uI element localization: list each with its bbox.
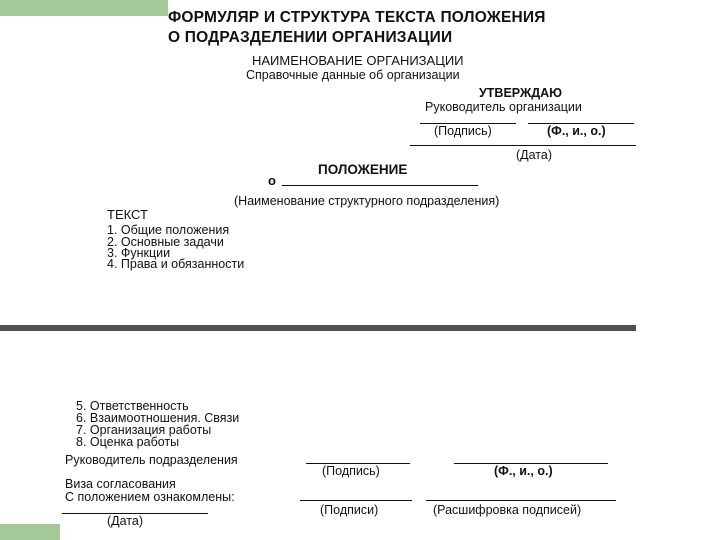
acquainted-decoding-caption: (Расшифровка подписей) <box>433 503 582 517</box>
unit-head-label: Руководитель подразделения <box>65 453 238 467</box>
acquainted-signatures-line <box>300 500 412 501</box>
approval-visa: Виза согласования <box>65 477 176 491</box>
slide-accent-bottom <box>0 524 60 540</box>
approve-label: УТВЕРЖДАЮ <box>479 86 563 100</box>
section-item: 3. Функции <box>107 246 171 260</box>
section-item: 7. Организация работы <box>76 423 212 437</box>
unit-name-line <box>282 185 478 186</box>
unit-caption: (Наименование структурного подразделения) <box>234 194 500 208</box>
org-name: НАИМЕНОВАНИЕ ОРГАНИЗАЦИИ <box>252 53 464 68</box>
acquainted-label: С положением ознакомлены: <box>65 490 235 504</box>
approve-name-caption: (Ф., и., о.) <box>547 124 606 138</box>
unit-head-signature-caption: (Подпись) <box>322 464 380 478</box>
section-item: 4. Права и обязанности <box>107 257 245 271</box>
section-divider <box>0 325 636 331</box>
approve-date-caption: (Дата) <box>516 148 553 162</box>
acquainted-signatures-caption: (Подписи) <box>320 503 379 517</box>
section-item: 6. Взаимоотношения. Связи <box>76 411 240 425</box>
doc-type: ПОЛОЖЕНИЕ <box>318 162 408 177</box>
approve-position: Руководитель организации <box>425 100 582 114</box>
text-heading: ТЕКСТ <box>107 207 148 222</box>
section-item: 1. Общие положения <box>107 223 230 237</box>
section-item: 8. Оценка работы <box>76 435 180 449</box>
section-item: 2. Основные задачи <box>107 235 224 249</box>
slide-accent-top <box>0 0 168 16</box>
section-item: 5. Ответственность <box>76 399 189 413</box>
about-prefix: о <box>268 173 276 188</box>
approve-date-line <box>410 145 636 146</box>
page-title-line2: О ПОДРАЗДЕЛЕНИИ ОРГАНИЗАЦИИ <box>168 29 453 46</box>
acquainted-decoding-line <box>426 500 616 501</box>
approve-signature-caption: (Подпись) <box>434 124 492 138</box>
acquainted-date-caption: (Дата) <box>107 514 144 528</box>
org-reference: Справочные данные об организации <box>246 68 460 82</box>
page-title-line1: ФОРМУЛЯР И СТРУКТУРА ТЕКСТА ПОЛОЖЕНИЯ <box>168 9 546 26</box>
unit-head-name-caption: (Ф., и., о.) <box>494 464 553 478</box>
